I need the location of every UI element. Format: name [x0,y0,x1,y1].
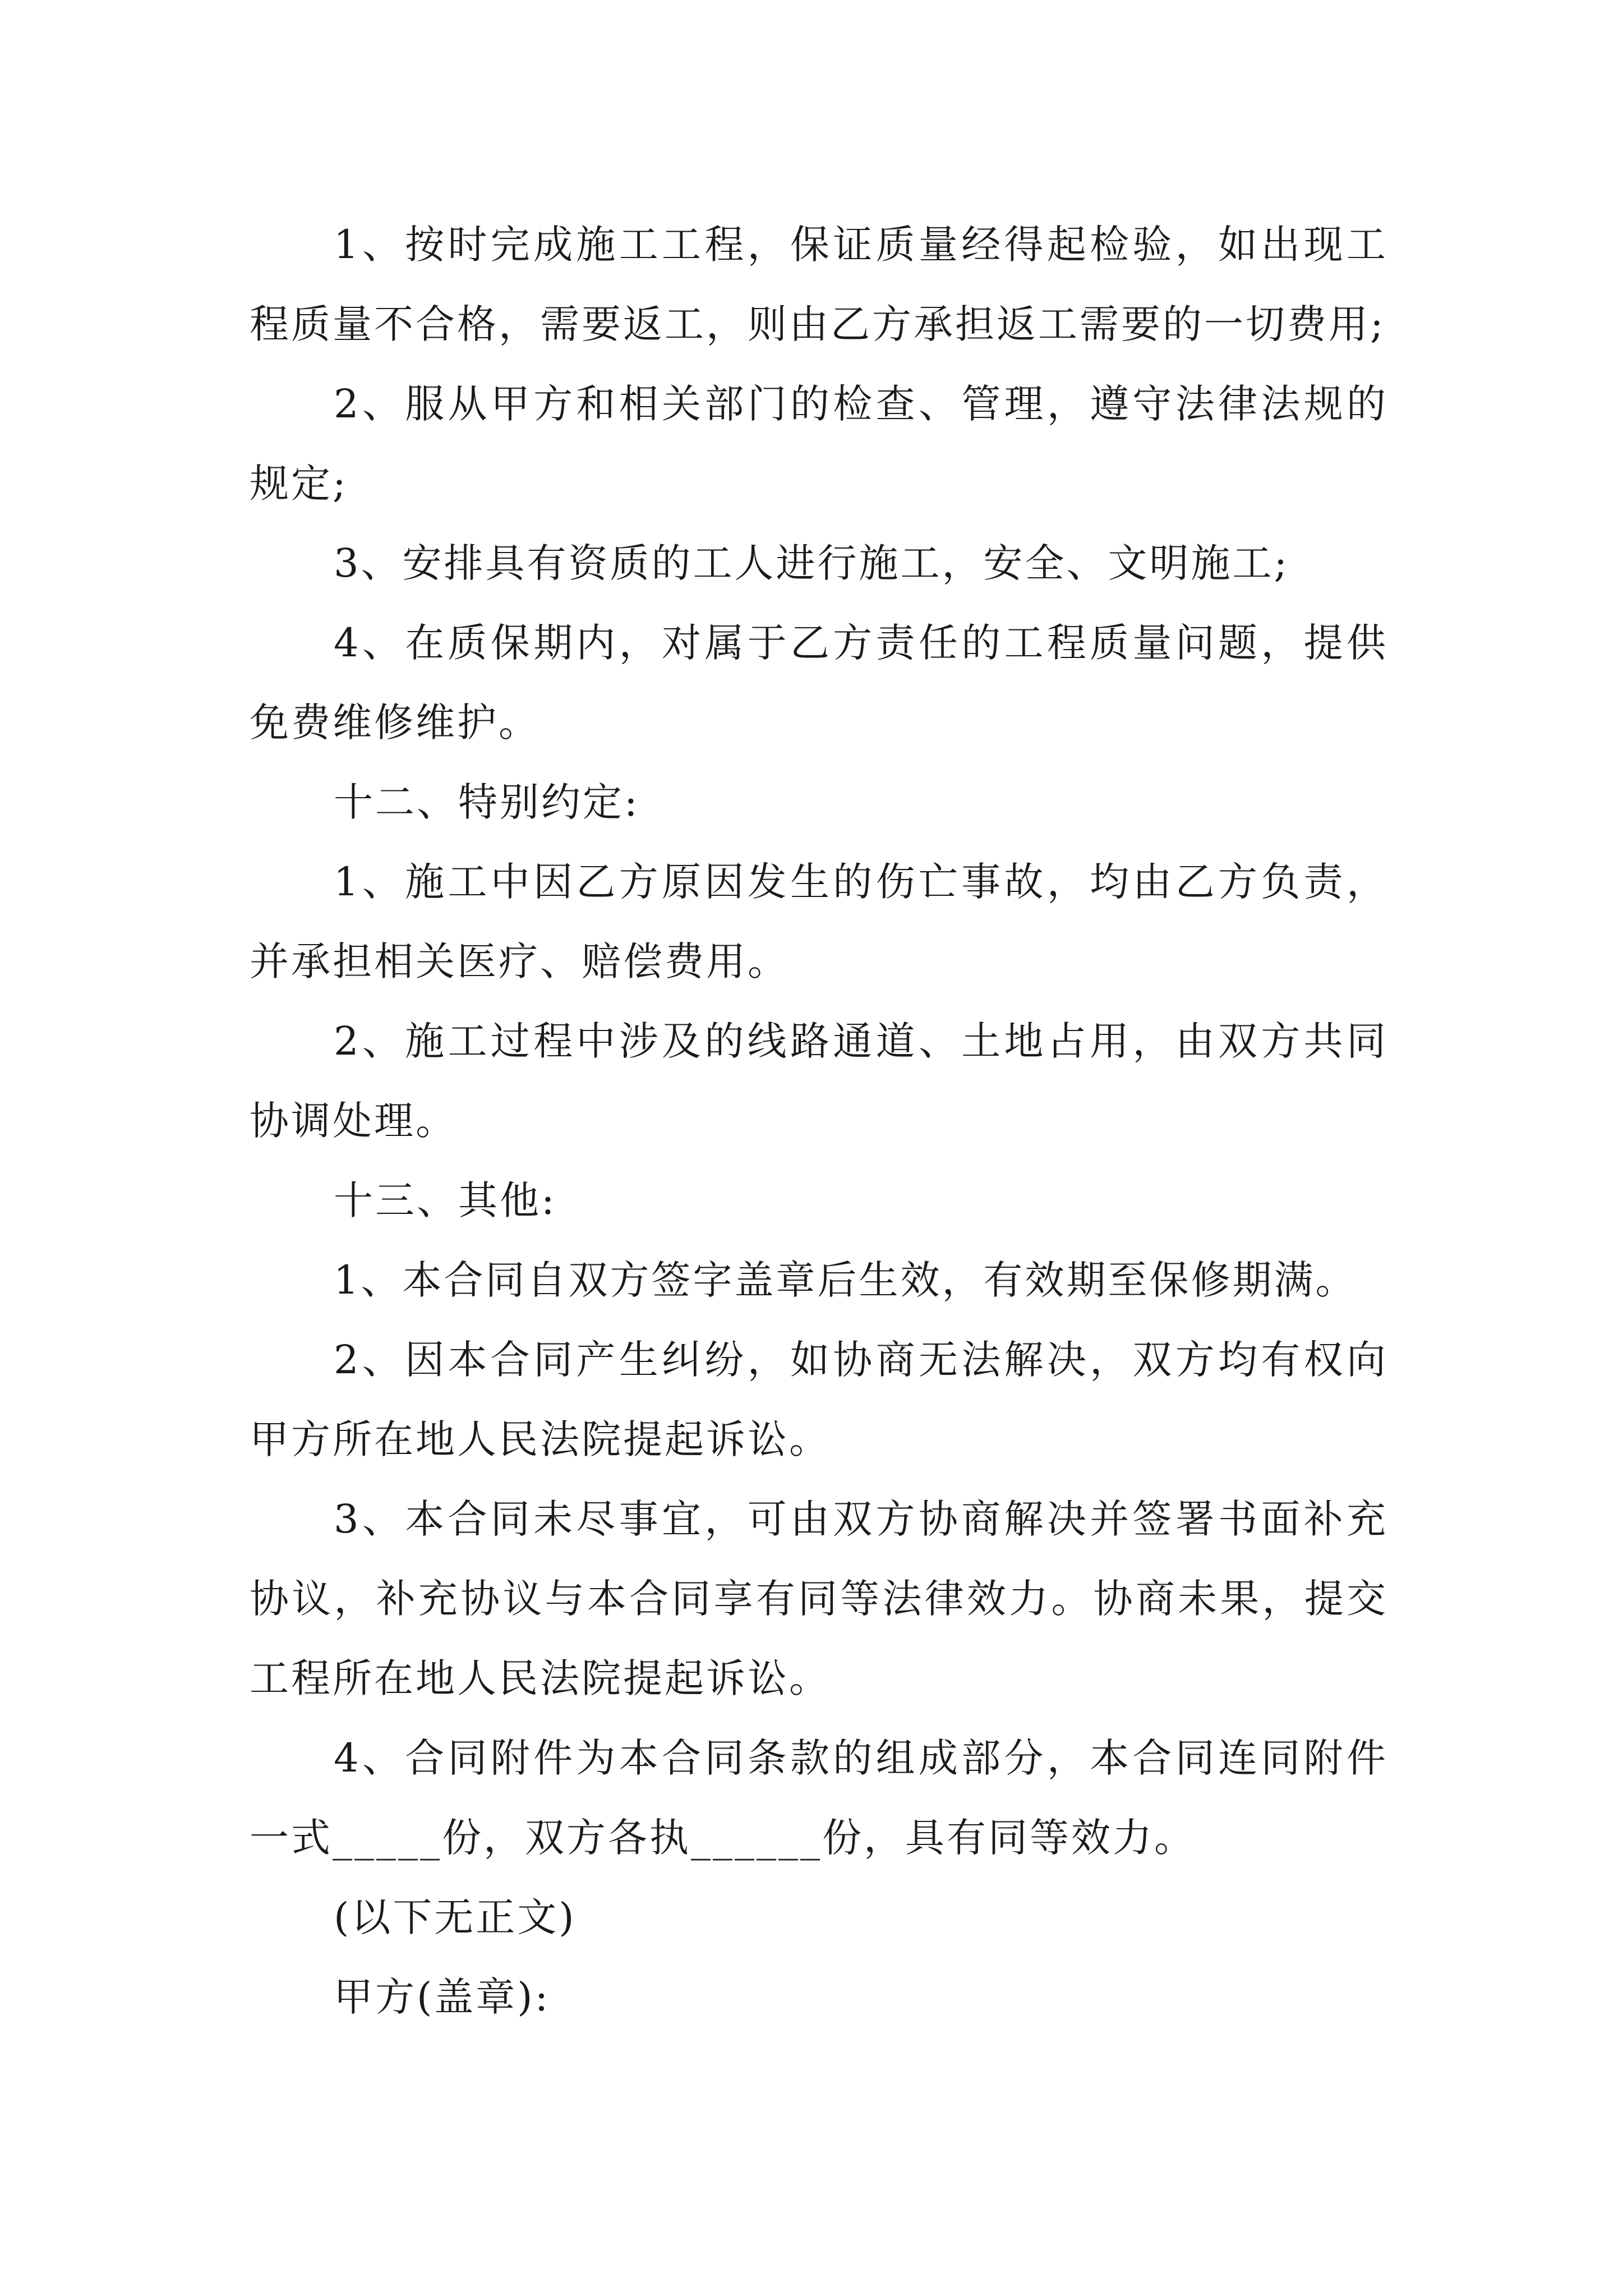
other-term-3-supplements: 3、本合同未尽事宜，可由双方协商解决并签署书面补充协议，补充协议与本合同享有同等法律效力。协商未果，提交工程所在地人民法院提起诉讼。 [250,1496,1388,1701]
document-body [250,205,1388,2037]
special-term-2-land-use: 2、施工过程中涉及的线路通道、土地占用，由双方共同协调处理。 [250,1018,1388,1144]
section-heading-other: 十三、其他: [334,1177,557,1223]
clause-1-on-time-completion: 1、按时完成施工工程，保证质量经得起检验，如出现工程质量不合格，需要返工，则由乙方承担返工需要的一切费用; [250,222,1388,347]
end-of-text-note: (以下无正文) [334,1894,577,1940]
other-term-1-effective: 1、本合同自双方签字盖章后生效，有效期至保修期满。 [334,1257,1357,1303]
section-heading-special-terms: 十二、特别约定: [334,779,640,825]
other-term-2-disputes: 2、因本合同产生纠纷，如协商无法解决，双方均有权向甲方所在地人民法院提起诉讼。 [250,1337,1388,1462]
party-a-seal-label: 甲方(盖章): [334,1974,551,2020]
clause-2-obey-inspection: 2、服从甲方和相关部门的检查、管理，遵守法律法规的规定; [250,381,1388,507]
special-term-1-accidents: 1、施工中因乙方原因发生的伤亡事故，均由乙方负责，并承担相关医疗、赔偿费用。 [250,859,1388,984]
clause-3-qualified-workers: 3、安排具有资质的工人进行施工，安全、文明施工; [334,540,1290,586]
clause-4-warranty-maintenance: 4、在质保期内，对属于乙方责任的工程质量问题，提供免费维修维护。 [250,620,1388,746]
other-term-4-copies: 4、合同附件为本合同条款的组成部分，本合同连同附件一式_____份，双方各执______份，具有同等效力。 [250,1735,1388,1861]
